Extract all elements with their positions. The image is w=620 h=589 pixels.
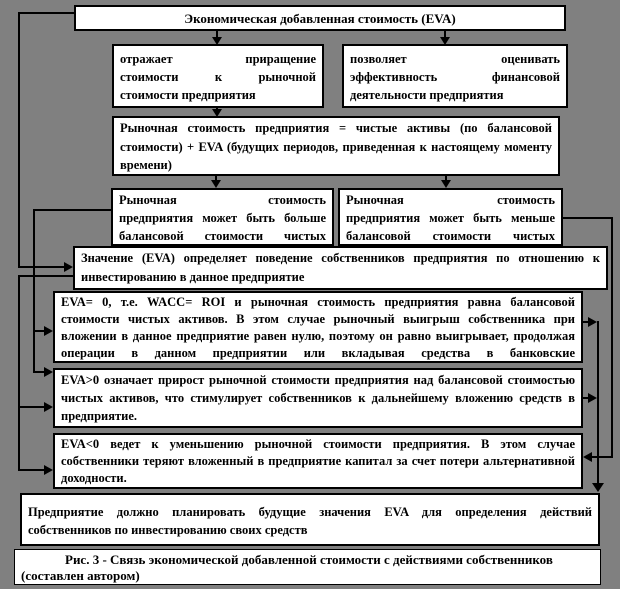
box-value-less bbox=[338, 188, 563, 246]
box-eva-meaning: Значение (EVA) определяет поведение собственников предприятия по отношению к инвестированию в данное предприятие bbox=[73, 246, 608, 290]
box-value-less-line1: Рыночная стоимость bbox=[346, 193, 555, 207]
connector-meaning-to-evapositive-arrowhead bbox=[44, 402, 53, 412]
connector-less-vertical bbox=[611, 217, 613, 458]
connector-less-out-top bbox=[562, 217, 613, 219]
connector-title-to-allows-arrowhead bbox=[440, 37, 450, 45]
connector-formula-to-greater-arrowhead bbox=[211, 180, 221, 188]
box-allows-line2: эффективность финансовой bbox=[350, 70, 560, 84]
connector-title-to-meaning-bottom bbox=[18, 266, 64, 268]
connector-meaning-to-evapositive-stem bbox=[18, 406, 45, 408]
box-market-value-formula: Рыночная стоимость предприятия = чистые активы (по балансовой стоимости) + EVA (будущих периодов, приведенная к настоящему моменту времени) bbox=[112, 116, 560, 176]
box-eva-positive: EVA>0 означает прирост рыночной стоимости предприятия над балансовой стоимостью чистых активов, что стимулирует собственников к дальнейшему вложению средств в предприятие. bbox=[53, 368, 583, 428]
connector-evapositive-out-arrowhead bbox=[588, 393, 597, 403]
box-allows bbox=[342, 44, 568, 108]
box-reflects-line1: отражает приращение bbox=[120, 52, 316, 66]
connector-title-to-meaning-arrowhead bbox=[64, 262, 73, 272]
box-planning: Предприятие должно планировать будущие значения EVA для определения действий собственников по инвестированию своих средств bbox=[20, 493, 600, 546]
connector-title-to-reflects-arrowhead bbox=[212, 37, 222, 45]
box-reflects-line2: стоимости к рыночной bbox=[120, 70, 316, 84]
figure-caption bbox=[14, 549, 601, 585]
connector-greater-to-evazero-arrowhead bbox=[44, 326, 53, 336]
box-eva-negative: EVA<0 ведет к уменьшению рыночной стоимости предприятия. В этом случае собственники теряют вложенный в предприятие капитал за счет потери альтернативной доходности. bbox=[53, 433, 583, 489]
connector-right-vertical-to-planning bbox=[597, 321, 599, 484]
figure-caption-text: Рис. 3 - Связь экономической добавленной стоимости с действиями собственников (составлен автором) bbox=[21, 552, 553, 583]
box-value-less-line3: балансовой стоимости чистых bbox=[346, 229, 555, 243]
box-value-less-line2: предприятия может быть меньше bbox=[346, 211, 555, 225]
box-value-greater-line1: Рыночная стоимость bbox=[119, 193, 326, 207]
connector-evazero-out-arrowhead bbox=[588, 317, 597, 327]
connector-formula-to-less-arrowhead bbox=[441, 180, 451, 188]
connector-title-to-meaning-top bbox=[18, 12, 75, 14]
connector-less-to-evanegative-arrowhead bbox=[583, 452, 592, 462]
connector-meaning-to-evanegative-stem bbox=[18, 469, 45, 471]
box-allows-line3: деятельности предприятия bbox=[350, 88, 504, 102]
connector-title-to-meaning-vertical bbox=[18, 12, 20, 268]
connector-reflects-to-formula-arrowhead bbox=[212, 109, 222, 117]
box-eva-zero: EVA= 0, т.е. WACC= ROI и рыночная стоимость предприятия равна балансовой стоимости чистых активов. В этом случае рыночный выигрыш собственника при вложении в данное предприятие равен нулю, поэтому он равно выигрывает, продолжая операции в данном предприятии или вкладывая средства в банковские bbox=[53, 291, 583, 363]
connector-greater-to-evapositive-arrowhead bbox=[44, 367, 53, 377]
connector-meaning-vertical bbox=[18, 275, 20, 471]
connector-less-to-evanegative-stem bbox=[592, 456, 613, 458]
connector-greater-out-top bbox=[33, 209, 112, 211]
connector-greater-vertical bbox=[33, 209, 35, 373]
box-reflects bbox=[112, 44, 324, 108]
box-value-greater-line2: предприятия может быть больше bbox=[119, 211, 326, 225]
connector-meaning-to-evanegative-arrowhead bbox=[44, 465, 53, 475]
box-title: Экономическая добавленная стоимость (EVA) bbox=[74, 5, 566, 31]
box-allows-line1: позволяет оценивать bbox=[350, 52, 560, 66]
box-value-greater bbox=[111, 188, 334, 246]
box-reflects-line3: стоимости предприятия bbox=[120, 88, 256, 102]
connector-meaning-out-top bbox=[18, 275, 73, 277]
box-value-greater-line3: балансовой стоимости чистых bbox=[119, 229, 326, 243]
connector-to-planning-arrowhead bbox=[592, 483, 604, 492]
